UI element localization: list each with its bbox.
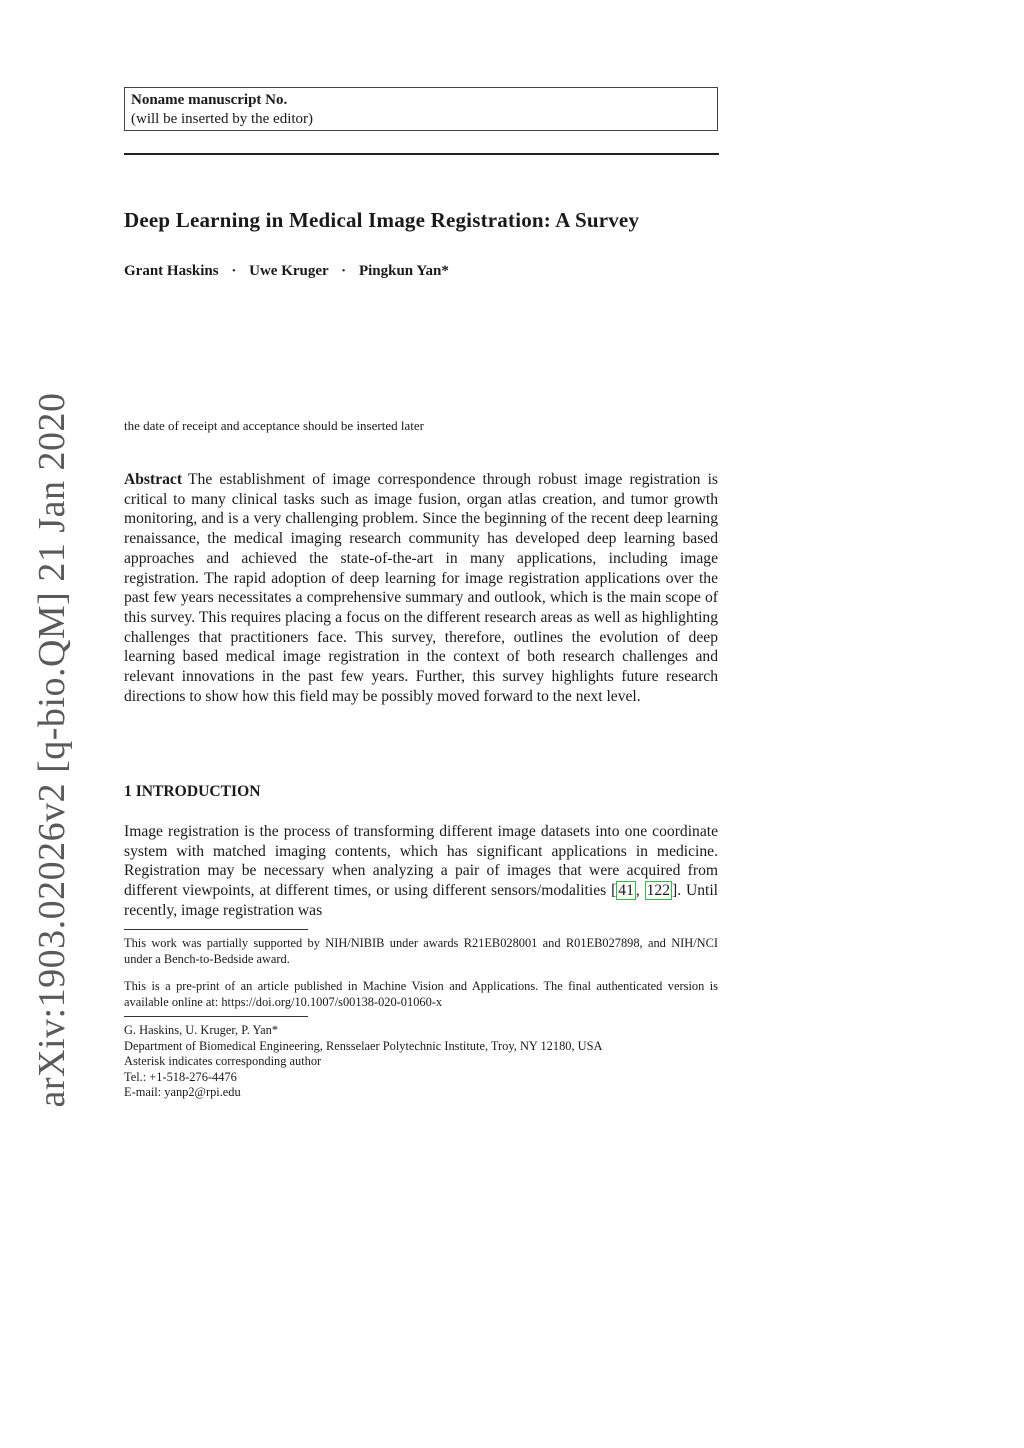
funding-footnote: This work was partially supported by NIH/NIBIB under awards R21EB028001 and R01EB027898, and NIH/NCI under a Bench-to-Bedside award. [124,936,718,966]
author-separator: · [231,263,237,279]
affiliation-names: G. Haskins, U. Kruger, P. Yan* [124,1023,279,1037]
intro-text-end: . Until recently, image registration was [124,882,719,919]
author-list [124,263,449,280]
author-name: Pingkun Yan* [358,263,449,279]
paper-title: Deep Learning in Medical Image Registration: A Survey [124,208,640,232]
cite-separator: , [635,882,645,900]
email: E-mail: yanp2@rpi.edu [124,1085,241,1100]
section-heading: 1 INTRODUCTION [124,783,261,800]
header-rule [124,153,719,155]
editor-note: (will be inserted by the editor) [131,111,314,127]
footnote-rule [124,1016,308,1017]
affiliation-department: Department of Biomedical Engineering, Rensselaer Polytechnic Institute, Troy, NY 12180, USA [124,1038,603,1053]
arxiv-identifier: arXiv:1903.02026v2 [q-bio.QM] 21 Jan 2020 [31,392,73,1108]
abstract-label: Abstract [124,471,183,488]
citation-link[interactable]: 41 [618,882,634,900]
affiliation-footnote [124,1023,718,1101]
author-name: Grant Haskins [124,263,219,279]
citation-link[interactable]: 122 [646,882,670,900]
cite-bracket-open: [ [611,882,617,900]
preprint-footnote: This is a pre-print of an article published in Machine Vision and Applications. The final authenticated version is available online at: https://doi.org/10.1007/s00138-020-01060-x [124,979,718,1009]
footnote-rule [124,929,308,930]
telephone: Tel.: +1-518-276-4476 [124,1069,237,1084]
manuscript-number-label: Noname manuscript No. [131,92,288,108]
intro-text: Image registration is the process of transforming different image datasets into one coordinate system with matched imaging contents, which has significant applications in medicine. Registration may be necessary when analyzing a pair of images that were acquired from different viewpoints, at different times, or using different sensors/modalities [124,823,718,900]
corresponding-note: Asterisk indicates corresponding author [124,1054,322,1069]
manuscript-box [124,87,718,131]
cite-bracket-close: ] [672,882,678,900]
abstract-text: The establishment of image correspondence through robust image registration is critical to many clinical tasks such as image fusion, organ atlas creation, and tumor growth monitoring, and is a very challenging problem. Since the beginning of the recent deep learning renaissance, the medical imaging research community has developed deep learning based approaches and achieved the state-of-the-art in many applications, including image registration. The rapid adoption of deep learning for image registration applications over the past few years necessitates a comprehensive summary and outlook, which is the main scope of this survey. This requires placing a focus on the different research areas as well as highlighting challenges that practitioners face. This survey, therefore, outlines the evolution of deep learning based medical image registration in the context of both research challenges and relevant innovations in the past few years. Further, this survey highlights future research directions to show how this field may be possibly moved forward to the next level. [124,471,718,705]
author-separator: · [341,263,347,279]
intro-paragraph [124,822,718,921]
author-name: Uwe Kruger [249,263,329,279]
received-note: the date of receipt and acceptance should be inserted later [124,418,424,433]
abstract [124,470,718,706]
